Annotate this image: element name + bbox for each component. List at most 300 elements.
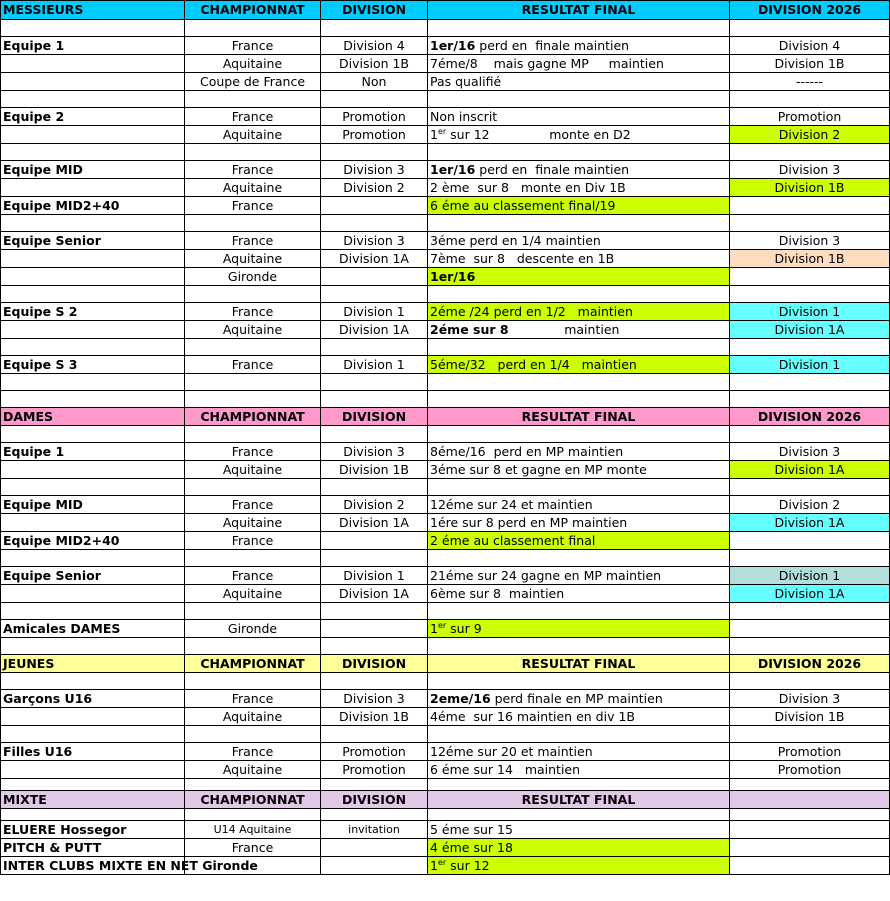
table-row	[1, 321, 890, 339]
empty-cell	[730, 426, 890, 443]
header-division: DIVISION	[321, 791, 428, 809]
empty-cell	[1, 673, 185, 690]
team-name: Equipe MID2+40	[1, 532, 185, 550]
empty-cell	[321, 779, 428, 791]
division-cell: Promotion	[321, 108, 428, 126]
empty-cell	[1, 286, 185, 303]
division-2026-cell: Division 4	[730, 37, 890, 55]
table-row	[1, 197, 890, 215]
team-name: Amicales DAMES	[1, 620, 185, 638]
result-rank: 1	[430, 126, 438, 142]
empty-cell	[321, 339, 428, 356]
empty-cell	[1, 479, 185, 496]
empty-cell	[1, 550, 185, 567]
result-bold: 2éme sur 8	[430, 321, 509, 337]
division-2026-cell	[730, 857, 890, 875]
championnat-cell: France	[185, 37, 321, 55]
division-2026-cell	[730, 620, 890, 638]
result-cell	[428, 567, 730, 585]
division-cell: Division 3	[321, 443, 428, 461]
result-text: 7ème sur 8 descente en 1B	[430, 250, 615, 266]
result-text: 5 éme sur 15	[430, 821, 513, 837]
result-cell	[428, 839, 730, 857]
empty-cell	[185, 339, 321, 356]
championnat-cell: Aquitaine	[185, 761, 321, 779]
table-row	[1, 286, 890, 303]
division-cell: Promotion	[321, 761, 428, 779]
empty-cell	[730, 91, 890, 108]
empty-cell	[730, 20, 890, 37]
table-row	[1, 374, 890, 391]
table-row	[1, 567, 890, 585]
empty-cell	[185, 215, 321, 232]
table-row	[1, 144, 890, 161]
section-title: DAMES	[1, 408, 185, 426]
championnat-cell: Aquitaine	[185, 708, 321, 726]
empty-cell	[185, 144, 321, 161]
empty-cell	[321, 20, 428, 37]
table-row	[1, 603, 890, 620]
division-cell	[321, 857, 428, 875]
empty-cell	[428, 479, 730, 496]
championnat-cell: Aquitaine	[185, 126, 321, 144]
division-cell	[321, 532, 428, 550]
championnat-cell: Aquitaine	[185, 321, 321, 339]
empty-cell	[321, 809, 428, 821]
result-cell	[428, 161, 730, 179]
division-2026-cell	[730, 268, 890, 286]
result-bold: 2eme/16	[430, 690, 491, 706]
division-cell: Promotion	[321, 126, 428, 144]
team-name	[1, 250, 185, 268]
result-rank-suffix: er	[437, 857, 447, 867]
division-cell: Division 1A	[321, 250, 428, 268]
empty-cell	[321, 91, 428, 108]
result-cell	[428, 690, 730, 708]
empty-cell	[185, 286, 321, 303]
division-cell: Division 3	[321, 161, 428, 179]
table-row	[1, 479, 890, 496]
division-cell	[321, 268, 428, 286]
empty-cell	[730, 550, 890, 567]
empty-cell	[185, 726, 321, 743]
team-name: Equipe Senior	[1, 567, 185, 585]
division-cell: Division 3	[321, 232, 428, 250]
empty-cell	[428, 374, 730, 391]
championnat-cell: Aquitaine	[185, 179, 321, 197]
empty-cell	[428, 638, 730, 655]
result-text: 8éme/16 perd en MP maintien	[430, 443, 624, 459]
header-division: DIVISION	[321, 1, 428, 20]
empty-cell	[1, 374, 185, 391]
division-cell	[321, 620, 428, 638]
empty-cell	[730, 215, 890, 232]
header-championnat: CHAMPIONNAT	[185, 408, 321, 426]
result-rank-suffix: er	[437, 620, 447, 630]
empty-cell	[1, 91, 185, 108]
team-name: Equipe MID	[1, 161, 185, 179]
team-name: PITCH & PUTT	[1, 839, 185, 857]
table-row	[1, 726, 890, 743]
empty-cell	[185, 20, 321, 37]
empty-cell	[730, 603, 890, 620]
result-cell	[428, 232, 730, 250]
table-row	[1, 461, 890, 479]
division-2026-cell: Division 1	[730, 356, 890, 374]
section-title: MIXTE	[1, 791, 185, 809]
table-row	[1, 391, 890, 408]
empty-cell	[185, 673, 321, 690]
championnat-cell: Gironde	[185, 620, 321, 638]
result-text: 12éme sur 24 et maintien	[430, 496, 593, 512]
division-2026-cell: Division 1A	[730, 585, 890, 603]
table-row	[1, 91, 890, 108]
result-cell	[428, 443, 730, 461]
table-row	[1, 268, 890, 286]
empty-cell	[1, 726, 185, 743]
result-text: maintien	[508, 321, 620, 337]
table-row	[1, 1, 890, 20]
division-cell: Division 4	[321, 37, 428, 55]
result-cell	[428, 743, 730, 761]
table-row	[1, 232, 890, 250]
table-row	[1, 761, 890, 779]
section-title: MESSIEURS	[1, 1, 185, 20]
division-cell: invitation	[321, 821, 428, 839]
team-name	[1, 461, 185, 479]
empty-cell	[321, 391, 428, 408]
team-name: Equipe 1	[1, 37, 185, 55]
division-2026-cell: Division 1A	[730, 321, 890, 339]
result-cell	[428, 496, 730, 514]
championnat-cell: France	[185, 443, 321, 461]
division-cell: Division 1B	[321, 708, 428, 726]
empty-cell	[321, 479, 428, 496]
table-row	[1, 857, 890, 875]
empty-cell	[730, 339, 890, 356]
result-text: 1ére sur 8 perd en MP maintien	[430, 514, 628, 530]
result-cell	[428, 356, 730, 374]
table-row	[1, 339, 890, 356]
team-name: Equipe MID	[1, 496, 185, 514]
empty-cell	[185, 779, 321, 791]
team-name	[1, 73, 185, 91]
championnat-cell: Coupe de France	[185, 73, 321, 91]
team-name: Filles U16	[1, 743, 185, 761]
empty-cell	[428, 91, 730, 108]
team-name	[1, 179, 185, 197]
team-name: Equipe Senior	[1, 232, 185, 250]
empty-cell	[428, 391, 730, 408]
table-row	[1, 620, 890, 638]
table-row	[1, 791, 890, 809]
team-name	[1, 585, 185, 603]
result-cell	[428, 585, 730, 603]
table-row	[1, 550, 890, 567]
header-resultat: RESULTAT FINAL	[428, 791, 730, 809]
championnat-cell: Aquitaine	[185, 55, 321, 73]
table-row	[1, 408, 890, 426]
empty-cell	[185, 91, 321, 108]
table-row	[1, 108, 890, 126]
result-text: 6 éme sur 14 maintien	[430, 761, 581, 777]
empty-cell	[321, 374, 428, 391]
empty-cell	[321, 726, 428, 743]
empty-cell	[428, 673, 730, 690]
header-division: DIVISION	[321, 408, 428, 426]
result-text: Pas qualifié	[430, 73, 502, 89]
empty-cell	[428, 20, 730, 37]
table-row	[1, 73, 890, 91]
table-row	[1, 443, 890, 461]
division-cell: Division 2	[321, 496, 428, 514]
table-row	[1, 743, 890, 761]
result-cell	[428, 250, 730, 268]
result-rank: 1	[430, 857, 438, 873]
empty-cell	[730, 673, 890, 690]
division-cell: Division 1A	[321, 321, 428, 339]
empty-cell	[321, 144, 428, 161]
header-resultat: RESULTAT FINAL	[428, 655, 730, 673]
table-row	[1, 37, 890, 55]
table-row	[1, 821, 890, 839]
empty-cell	[730, 144, 890, 161]
empty-cell	[1, 426, 185, 443]
table-row	[1, 426, 890, 443]
table-row	[1, 215, 890, 232]
championnat-cell: France	[185, 743, 321, 761]
result-text: 2 éme au classement final	[430, 532, 596, 548]
division-2026-cell: Division 2	[730, 496, 890, 514]
championnat-cell: France	[185, 232, 321, 250]
division-2026-cell: Division 3	[730, 690, 890, 708]
empty-cell	[185, 603, 321, 620]
result-text: 6ème sur 8 maintien	[430, 585, 565, 601]
division-cell	[321, 197, 428, 215]
team-name: Equipe 1	[1, 443, 185, 461]
table-row	[1, 532, 890, 550]
division-2026-cell: Division 1A	[730, 461, 890, 479]
result-text: Non inscrit	[430, 108, 498, 124]
result-text: perd en finale maintien	[475, 37, 630, 53]
header-division-2026: DIVISION 2026	[730, 1, 890, 20]
table-row	[1, 179, 890, 197]
result-text: sur 12	[446, 857, 490, 873]
table-row	[1, 126, 890, 144]
result-cell	[428, 532, 730, 550]
division-cell: Division 2	[321, 179, 428, 197]
empty-cell	[185, 550, 321, 567]
table-row	[1, 496, 890, 514]
header-division: DIVISION	[321, 655, 428, 673]
team-name: ELUERE Hossegor	[1, 821, 185, 839]
division-2026-cell: Division 1	[730, 303, 890, 321]
result-text: 21éme sur 24 gagne en MP maintien	[430, 567, 662, 583]
division-2026-cell: Division 3	[730, 232, 890, 250]
division-2026-cell: ------	[730, 73, 890, 91]
header-division-2026: DIVISION 2026	[730, 655, 890, 673]
empty-cell	[185, 374, 321, 391]
result-cell	[428, 461, 730, 479]
empty-cell	[321, 603, 428, 620]
empty-cell	[321, 286, 428, 303]
empty-cell	[185, 479, 321, 496]
result-cell	[428, 857, 730, 875]
table-row	[1, 514, 890, 532]
empty-cell	[730, 374, 890, 391]
result-bold: 1er/16	[430, 161, 476, 177]
empty-cell	[185, 638, 321, 655]
championnat-cell: U14 Aquitaine	[185, 821, 321, 839]
championnat-cell: France	[185, 108, 321, 126]
empty-cell	[1, 809, 185, 821]
division-cell: Division 3	[321, 690, 428, 708]
empty-cell	[185, 391, 321, 408]
championnat-cell: France	[185, 356, 321, 374]
result-text: 2éme /24 perd en 1/2 maintien	[430, 303, 633, 319]
result-bold: 1er/16	[430, 268, 476, 284]
championnat-cell: France	[185, 303, 321, 321]
result-cell	[428, 303, 730, 321]
division-2026-cell	[730, 532, 890, 550]
result-text: sur 9	[446, 620, 482, 636]
header-championnat: CHAMPIONNAT	[185, 1, 321, 20]
empty-cell	[321, 550, 428, 567]
table-row	[1, 779, 890, 791]
division-2026-cell: Division 1A	[730, 514, 890, 532]
result-cell	[428, 514, 730, 532]
header-resultat: RESULTAT FINAL	[428, 408, 730, 426]
empty-cell	[428, 339, 730, 356]
division-cell	[321, 839, 428, 857]
result-rank: 1	[430, 620, 438, 636]
division-cell: Non	[321, 73, 428, 91]
team-name: Equipe MID2+40	[1, 197, 185, 215]
empty-cell	[1, 215, 185, 232]
championnat-cell: France	[185, 161, 321, 179]
empty-cell	[1, 779, 185, 791]
empty-cell	[1, 603, 185, 620]
empty-cell	[1, 339, 185, 356]
division-2026-cell: Division 1B	[730, 55, 890, 73]
team-name	[1, 321, 185, 339]
result-cell	[428, 126, 730, 144]
table-row	[1, 839, 890, 857]
division-2026-cell: Promotion	[730, 108, 890, 126]
result-cell	[428, 761, 730, 779]
team-name	[1, 514, 185, 532]
result-text: 2 ème sur 8 monte en Div 1B	[430, 179, 626, 195]
division-cell: Division 1	[321, 303, 428, 321]
empty-cell	[428, 215, 730, 232]
result-text: sur 12 monte en D2	[446, 126, 631, 142]
championnat-cell: Aquitaine	[185, 514, 321, 532]
table-row	[1, 655, 890, 673]
result-rank-suffix: er	[437, 126, 447, 136]
empty-cell	[321, 426, 428, 443]
division-2026-cell: Promotion	[730, 743, 890, 761]
table-row	[1, 809, 890, 821]
result-cell	[428, 37, 730, 55]
table-row	[1, 638, 890, 655]
header-resultat: RESULTAT FINAL	[428, 1, 730, 20]
championnat-cell: Aquitaine	[185, 461, 321, 479]
empty-cell	[730, 391, 890, 408]
championnat-cell: France	[185, 532, 321, 550]
empty-cell	[321, 638, 428, 655]
division-2026-cell: Division 3	[730, 443, 890, 461]
division-2026-cell	[730, 821, 890, 839]
division-2026-cell: Division 1	[730, 567, 890, 585]
empty-cell	[730, 286, 890, 303]
section-title: JEUNES	[1, 655, 185, 673]
result-text: 4 éme sur 18	[430, 839, 513, 855]
result-cell	[428, 197, 730, 215]
result-cell	[428, 179, 730, 197]
team-name: INTER CLUBS MIXTE EN NET Gironde	[1, 857, 185, 875]
division-cell: Division 1B	[321, 55, 428, 73]
division-2026-cell	[730, 197, 890, 215]
header-empty	[730, 791, 890, 809]
division-2026-cell: Division 1B	[730, 179, 890, 197]
table-row	[1, 55, 890, 73]
empty-cell	[428, 603, 730, 620]
table-row	[1, 20, 890, 37]
division-2026-cell: Division 2	[730, 126, 890, 144]
empty-cell	[428, 286, 730, 303]
table-row	[1, 356, 890, 374]
empty-cell	[428, 550, 730, 567]
team-name: Equipe 2	[1, 108, 185, 126]
result-text: 4éme sur 16 maintien en div 1B	[430, 708, 635, 724]
empty-cell	[730, 726, 890, 743]
championnat-cell: Aquitaine	[185, 585, 321, 603]
division-2026-cell: Division 1B	[730, 250, 890, 268]
championnat-cell: France	[185, 197, 321, 215]
championnat-cell: France	[185, 690, 321, 708]
championnat-cell: France	[185, 496, 321, 514]
team-name	[1, 708, 185, 726]
table-row	[1, 303, 890, 321]
division-2026-cell: Division 3	[730, 161, 890, 179]
championnat-cell: France	[185, 839, 321, 857]
table-row	[1, 708, 890, 726]
empty-cell	[730, 809, 890, 821]
empty-cell	[1, 391, 185, 408]
empty-cell	[185, 426, 321, 443]
empty-cell	[185, 809, 321, 821]
division-cell: Division 1B	[321, 461, 428, 479]
team-name: Equipe S 2	[1, 303, 185, 321]
header-championnat: CHAMPIONNAT	[185, 791, 321, 809]
result-text: 7éme/8 mais gagne MP maintien	[430, 55, 664, 71]
empty-cell	[321, 673, 428, 690]
team-name	[1, 268, 185, 286]
result-cell	[428, 55, 730, 73]
championnat-cell: Gironde	[185, 268, 321, 286]
result-cell	[428, 268, 730, 286]
result-cell	[428, 620, 730, 638]
result-cell	[428, 708, 730, 726]
result-cell	[428, 821, 730, 839]
division-cell: Division 1	[321, 356, 428, 374]
table-row	[1, 161, 890, 179]
division-cell: Division 1	[321, 567, 428, 585]
team-name	[1, 55, 185, 73]
team-name	[1, 761, 185, 779]
result-text: 12éme sur 20 et maintien	[430, 743, 593, 759]
result-text: 5éme/32 perd en 1/4 maintien	[430, 356, 637, 372]
